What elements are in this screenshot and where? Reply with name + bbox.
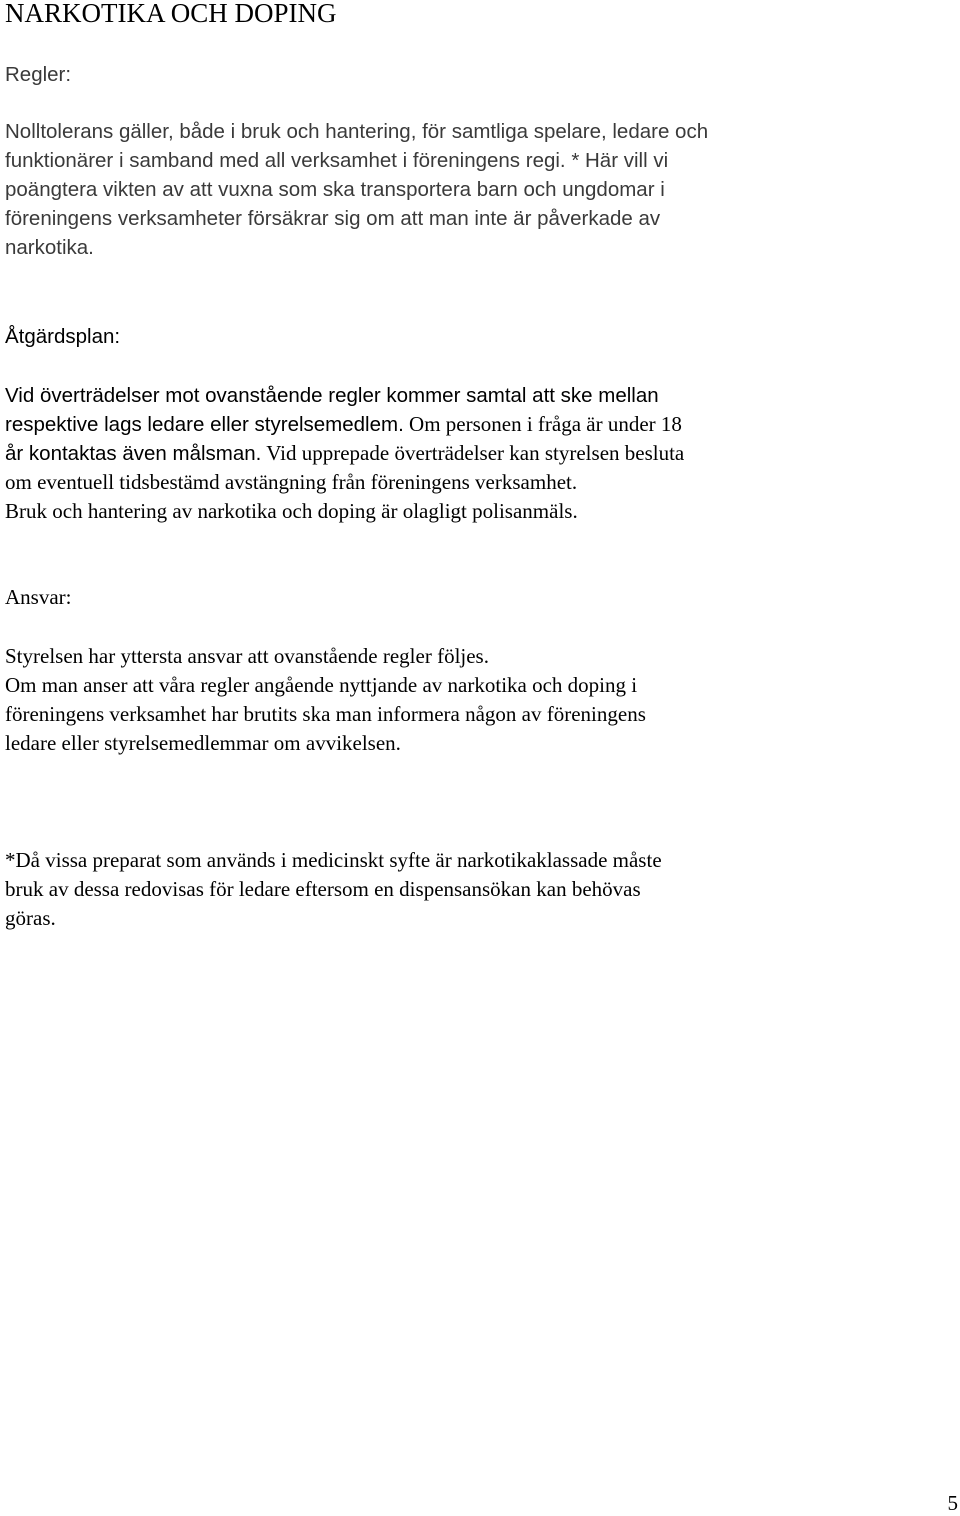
footnote-line: bruk av dessa redovisas för ledare eftersom en dispensansökan kan behövas (5, 877, 641, 901)
body-line: Styrelsen har yttersta ansvar att ovanstående regler följes. (5, 644, 489, 668)
body-line-mixed (5, 410, 684, 439)
page-number: 5 (947, 1491, 958, 1515)
footnote-line: *Då vissa preparat som används i medicinskt syfte är narkotikaklassade måste (5, 848, 662, 872)
body-line: ledare eller styrelsemedlemmar om avvikelsen. (5, 731, 401, 755)
body-line: om eventuell tidsbestämd avstängning från föreningens verksamhet. (5, 470, 578, 494)
body-line-mixed (5, 439, 684, 468)
section-heading-ansvar: Ansvar: (5, 585, 72, 609)
section-body-ansvar (5, 642, 646, 758)
footnote-line: göras. (5, 906, 56, 930)
body-line: poängtera vikten av att vuxna som ska transportera barn och ungdomar i (5, 178, 665, 201)
body-text-segment: Vid upprepade överträdelser kan styrelsen besluta (261, 441, 685, 465)
section-body-atgardsplan (5, 381, 684, 526)
body-text-segment: år kontaktas även målsman. (5, 442, 262, 465)
body-line: Vid överträdelser mot ovanstående regler kommer samtal att ske mellan (5, 384, 659, 407)
footnote (5, 846, 662, 933)
section-heading-atgardsplan: Åtgärdsplan: (5, 325, 121, 348)
section-body-regler (5, 117, 708, 262)
body-text-segment: Om personen i fråga är under 18 (403, 412, 682, 436)
body-line: funktionärer i samband med all verksamhet i föreningens regi. * Här vill vi (5, 149, 669, 172)
page-title: NARKOTIKA OCH DOPING (5, 0, 337, 28)
body-line: Bruk och hantering av narkotika och doping är olagligt polisanmäls. (5, 499, 578, 523)
section-heading-regler: Regler: (5, 63, 72, 86)
body-line: Nolltolerans gäller, både i bruk och hantering, för samtliga spelare, ledare och (5, 120, 709, 143)
body-text-segment: respektive lags ledare eller styrelsemedlem. (5, 413, 404, 436)
body-line: föreningens verksamheter försäkrar sig om att man inte är påverkade av (5, 207, 661, 230)
body-line: föreningens verksamhet har brutits ska man informera någon av föreningens (5, 702, 646, 726)
body-line: narkotika. (5, 236, 94, 259)
body-line: Om man anser att våra regler angående nyttjande av narkotika och doping i (5, 673, 638, 697)
